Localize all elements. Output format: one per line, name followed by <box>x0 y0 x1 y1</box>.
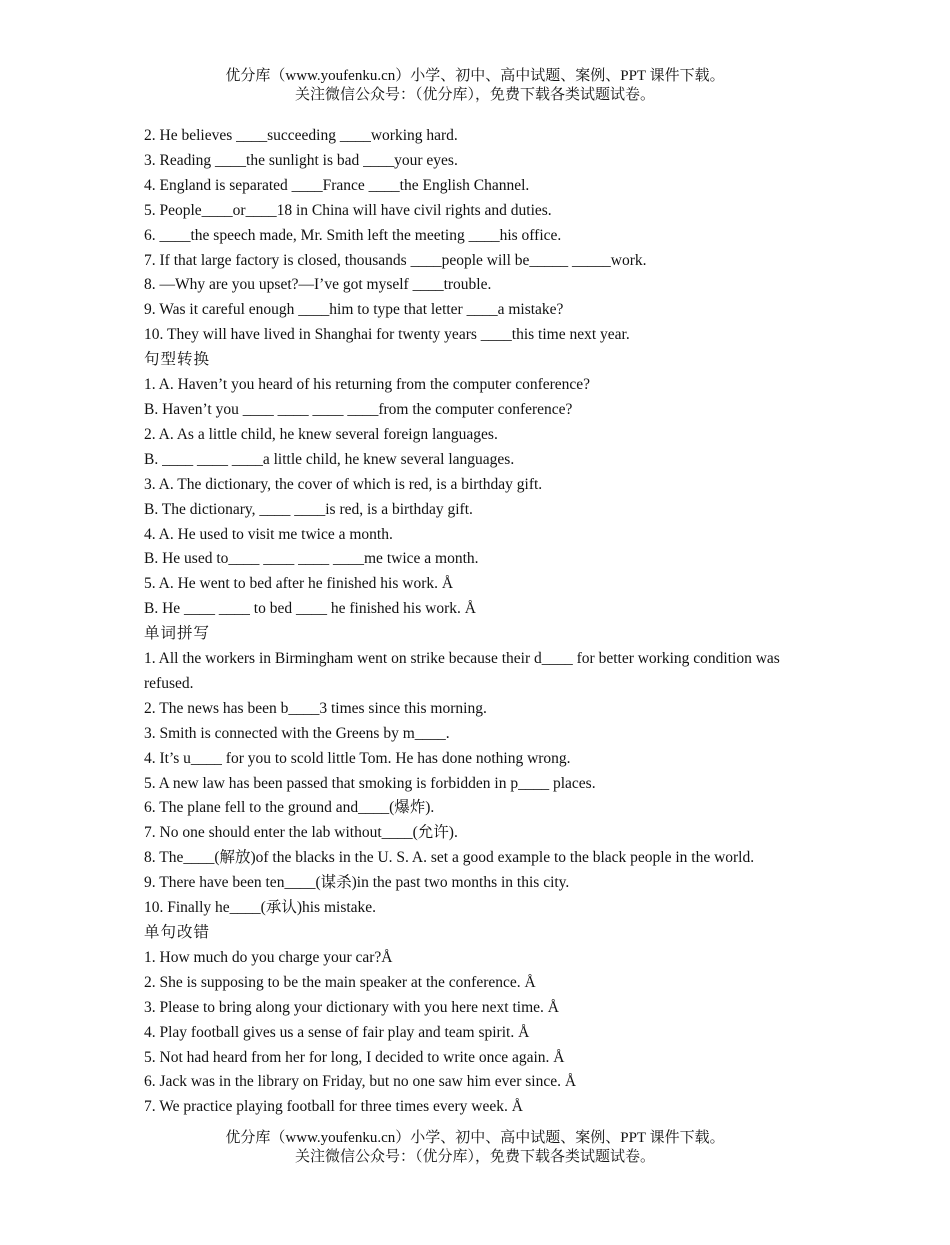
header-line-1: 优分库（www.youfenku.cn）小学、初中、高中试题、案例、PPT 课件下载。 <box>225 68 725 84</box>
exercise-line: 2. The news has been b____3 times since this morning. <box>144 699 487 717</box>
exercise-line: 4. Play football gives us a sense of fair play and team spirit. Å <box>144 1023 530 1041</box>
exercise-line: 6. ____the speech made, Mr. Smith left the meeting ____his office. <box>144 226 562 244</box>
exercise-line: 2. She is supposing to be the main speaker at the conference. Å <box>144 973 536 991</box>
exercise-line: 3. Smith is connected with the Greens by m____. <box>144 724 450 742</box>
exercise-line: B. He ____ ____ to bed ____ he finished his work. Å <box>144 600 476 618</box>
exercise-line: 8. The____(解放)of the blacks in the U. S. A. set a good example to the black people in the world. <box>144 849 755 867</box>
exercise-line: B. ____ ____ ____a little child, he knew several languages. <box>144 450 515 468</box>
exercise-line: 5. People____or____18 in China will have civil rights and duties. <box>144 201 552 219</box>
exercise-body <box>144 124 812 1120</box>
section-heading: 单词拼写 <box>144 625 211 643</box>
exercise-line: 4. England is separated ____France ____the English Channel. <box>144 176 530 194</box>
exercise-line: 7. No one should enter the lab without____(允许). <box>144 824 458 842</box>
exercise-line: 5. Not had heard from her for long, I decided to write once again. Å <box>144 1048 565 1066</box>
exercise-line: 4. It’s u____ for you to scold little Tom. He has done nothing wrong. <box>144 749 571 767</box>
page-footer <box>0 1129 950 1167</box>
exercise-line: 5. A. He went to bed after he finished his work. Å <box>144 575 454 593</box>
exercise-line: 7. We practice playing football for three times every week. Å <box>144 1098 523 1116</box>
exercise-line: 3. Reading ____the sunlight is bad ____your eyes. <box>144 151 458 169</box>
section-heading: 句型转换 <box>144 351 211 369</box>
exercise-line: 10. They will have lived in Shanghai for twenty years ____this time next year. <box>144 326 630 344</box>
exercise-line: 1. A. Haven’t you heard of his returning from the computer conference? <box>144 376 591 394</box>
exercise-line: B. The dictionary, ____ ____is red, is a birthday gift. <box>144 500 473 518</box>
exercise-line: B. He used to____ ____ ____ ____me twice a month. <box>144 550 479 568</box>
exercise-line: 6. The plane fell to the ground and____(爆炸). <box>144 799 435 817</box>
exercise-line: 2. A. As a little child, he knew several foreign languages. <box>144 425 498 443</box>
exercise-line: 1. All the workers in Birmingham went on strike because their d____ for better working condition was refused. <box>144 650 780 692</box>
exercise-line: 6. Jack was in the library on Friday, but no one saw him ever since. Å <box>144 1073 577 1091</box>
page-header <box>0 67 950 105</box>
exercise-line: 2. He believes ____succeeding ____working hard. <box>144 127 458 144</box>
exercise-line: 3. A. The dictionary, the cover of which is red, is a birthday gift. <box>144 475 543 493</box>
exercise-line: 3. Please to bring along your dictionary with you here next time. Å <box>144 998 559 1016</box>
exercise-line: 4. A. He used to visit me twice a month. <box>144 525 393 543</box>
exercise-line: 5. A new law has been passed that smoking is forbidden in p____ places. <box>144 774 596 792</box>
header-line-2: 关注微信公众号：（优分库），免费下载各类试题试卷。 <box>294 87 655 103</box>
exercise-line: 8. —Why are you upset?—I’ve got myself ____trouble. <box>144 276 492 294</box>
exercise-line: B. Haven’t you ____ ____ ____ ____from the computer conference? <box>144 400 573 418</box>
footer-line-2: 关注微信公众号：（优分库），免费下载各类试题试卷。 <box>294 1149 655 1165</box>
exercise-line: 9. There have been ten____(谋杀)in the past two months in this city. <box>144 874 570 892</box>
exercise-line: 7. If that large factory is closed, thousands ____people will be_____ _____work. <box>144 251 647 269</box>
section-heading: 单句改错 <box>144 924 211 941</box>
footer-line-1: 优分库（www.youfenku.cn）小学、初中、高中试题、案例、PPT 课件下载。 <box>225 1130 725 1146</box>
exercise-line: 1. How much do you charge your car?Å <box>144 948 393 966</box>
exercise-line: 9. Was it careful enough ____him to type that letter ____a mistake? <box>144 301 564 319</box>
exercise-line: 10. Finally he____(承认)his mistake. <box>144 899 377 917</box>
